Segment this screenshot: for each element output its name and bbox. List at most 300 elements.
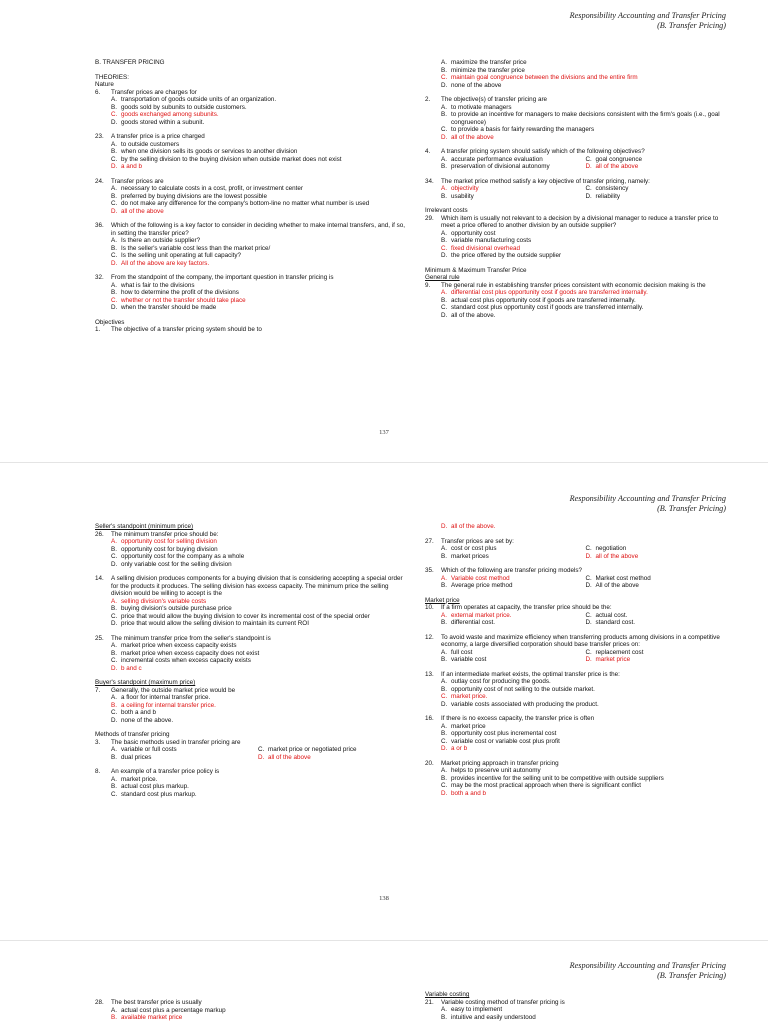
option-text: maintain goal congruence between the divisions and the entire firm xyxy=(451,74,638,81)
answer-option xyxy=(425,237,730,245)
answer-option xyxy=(425,1014,730,1022)
option-letter: C. xyxy=(111,553,118,560)
option-text: market price or negotiated price xyxy=(268,746,357,753)
question-text: Which item is usually not relevant to a decision by a divisional manager to reduce a transfer price to meet a price offered to another division by an outside supplier? xyxy=(441,214,719,229)
question-number: 16. xyxy=(425,715,434,722)
option-row xyxy=(425,156,730,164)
option-letter: A. xyxy=(441,229,447,237)
answer-option xyxy=(586,156,731,164)
question-stem xyxy=(425,178,730,186)
option-text: reliability xyxy=(595,192,620,200)
question xyxy=(95,687,405,725)
option-letter: D. xyxy=(111,560,118,568)
option-text: market price xyxy=(451,722,486,730)
answer-option xyxy=(586,619,731,627)
answer-option xyxy=(95,237,405,245)
option-text: standard cost plus opportunity cost if goods are transferred internally. xyxy=(451,304,644,311)
answer-option xyxy=(95,717,405,725)
answer-option xyxy=(425,312,730,320)
option-letter: D. xyxy=(111,620,118,627)
option-letter: D. xyxy=(111,304,118,311)
option-text: actual cost. xyxy=(595,611,628,619)
option-letter: A. xyxy=(111,642,117,649)
answer-option xyxy=(425,738,730,746)
answer-option xyxy=(586,545,731,553)
section-heading: Market price xyxy=(425,596,460,604)
question-stem xyxy=(95,89,405,97)
answer-option xyxy=(111,754,258,762)
page-137 xyxy=(0,0,768,462)
option-letter: C. xyxy=(111,790,118,798)
answer-option xyxy=(95,185,405,193)
answer-option xyxy=(95,605,405,613)
question xyxy=(95,739,405,762)
answer-option-correct xyxy=(425,245,730,253)
question-text: To avoid waste and maximize efficiency when transferring products among divisions in a competitive economy, a large diversified corporation should base transfer prices on: xyxy=(441,633,720,648)
question xyxy=(425,715,730,753)
answer-option xyxy=(586,193,731,201)
option-letter: A. xyxy=(441,574,447,582)
answer-option-correct xyxy=(586,163,731,171)
answer-option xyxy=(95,1007,405,1015)
header-subtitle: (B. Transfer Pricing) xyxy=(657,971,726,980)
question-stem xyxy=(95,687,405,695)
answer-option xyxy=(111,746,258,754)
answer-option xyxy=(441,193,586,201)
option-letter: B. xyxy=(111,545,117,553)
answer-option xyxy=(95,96,405,104)
option-text: actual cost plus a percentage markup xyxy=(121,1006,226,1014)
option-letter: D. xyxy=(441,745,448,752)
answer-option xyxy=(95,156,405,164)
option-text: preservation of divisional autonomy xyxy=(451,163,550,170)
option-letter: B. xyxy=(111,192,117,200)
option-row xyxy=(425,649,730,657)
option-letter: B. xyxy=(441,774,447,782)
answer-option-correct xyxy=(425,790,730,798)
answer-option-correct xyxy=(95,260,405,268)
answer-option-correct xyxy=(425,134,730,142)
option-text: to provide an incentive for managers to make decisions consistent with the firm's goals (i.e., goal congruence) xyxy=(451,111,720,126)
answer-option xyxy=(425,82,730,90)
question-number: 9. xyxy=(425,281,431,289)
option-letter: C. xyxy=(111,200,118,207)
option-text: buying division's outside purchase price xyxy=(121,605,232,612)
option-text: Is there an outside supplier? xyxy=(121,237,201,244)
question-stem xyxy=(425,671,730,679)
option-text: market price xyxy=(595,656,631,663)
option-letter: A. xyxy=(111,185,117,192)
answer-option-correct xyxy=(441,575,586,583)
answer-option-correct xyxy=(425,74,730,82)
option-letter: A. xyxy=(111,281,117,289)
option-letter: A. xyxy=(441,722,447,730)
option-row xyxy=(95,746,405,754)
option-letter: B. xyxy=(441,582,447,589)
question-stem xyxy=(95,999,405,1007)
option-letter: A. xyxy=(441,1006,447,1013)
option-text: necessary to calculate costs in a cost, profit, or investment center xyxy=(121,185,303,192)
option-letter: D. xyxy=(111,163,118,170)
answer-option xyxy=(425,67,730,75)
question-stem xyxy=(425,148,730,156)
page-139 xyxy=(0,940,768,1024)
option-row xyxy=(425,545,730,553)
question xyxy=(425,671,730,709)
question-text: Market pricing approach in transfer pricing xyxy=(441,759,559,767)
option-letter: A. xyxy=(441,155,447,163)
question-stem xyxy=(425,538,730,546)
answer-option xyxy=(95,304,405,312)
answer-option xyxy=(425,723,730,731)
question xyxy=(425,282,730,320)
option-row xyxy=(425,582,730,590)
question xyxy=(425,215,730,260)
option-text: both a and b xyxy=(451,789,487,797)
running-header xyxy=(570,961,726,981)
answer-option xyxy=(441,582,586,590)
answer-option xyxy=(95,141,405,149)
answer-option-correct xyxy=(425,693,730,701)
option-text: accurate performance evaluation xyxy=(451,155,543,163)
option-text: actual cost plus markup. xyxy=(121,783,189,790)
option-letter: B. xyxy=(111,783,117,790)
answer-option xyxy=(95,694,405,702)
option-text: All of the above xyxy=(595,582,639,589)
running-header xyxy=(570,494,726,514)
answer-option-correct xyxy=(425,289,730,297)
question-number: 24. xyxy=(95,177,104,185)
left-column xyxy=(95,59,405,341)
question-number: 25. xyxy=(95,634,104,642)
option-text: goods exchanged among subunits. xyxy=(121,111,219,118)
section-heading: Buyer's standpoint (maximum price) xyxy=(95,679,196,686)
option-letter: C. xyxy=(585,648,592,656)
answer-option-correct xyxy=(258,754,405,762)
option-letter: B. xyxy=(441,237,447,244)
question xyxy=(425,604,730,627)
answer-option xyxy=(95,620,405,628)
question-text: Which of the following are transfer pricing models? xyxy=(441,567,583,574)
option-letter: D. xyxy=(441,81,448,89)
option-text: variable costs associated with producing the product. xyxy=(451,700,599,708)
option-text: differential cost. xyxy=(451,619,495,626)
question-stem xyxy=(425,567,730,575)
option-letter: D. xyxy=(111,664,118,672)
option-letter: D. xyxy=(585,582,592,589)
section-heading: Objectives xyxy=(95,318,125,326)
option-letter: C. xyxy=(111,296,118,304)
answer-option xyxy=(441,553,586,561)
option-letter: C. xyxy=(111,252,118,259)
answer-option xyxy=(95,245,405,253)
question-number: 3. xyxy=(95,738,101,746)
option-text: external market price. xyxy=(451,611,512,619)
option-row xyxy=(425,163,730,171)
option-letter: C. xyxy=(441,304,448,311)
question xyxy=(95,999,405,1022)
answer-option xyxy=(95,546,405,554)
option-text: may be the most practical approach when there is significant conflict xyxy=(451,782,642,789)
option-text: maximize the transfer price xyxy=(451,59,527,66)
option-letter: A. xyxy=(441,648,447,656)
section-heading: THEORIES: xyxy=(95,73,129,81)
option-letter: B. xyxy=(441,730,447,737)
option-row xyxy=(425,575,730,583)
option-text: fixed divisional overhead xyxy=(451,244,520,252)
option-text: usability xyxy=(451,192,474,200)
option-text: by the selling division to the buying division when outside market does not exist xyxy=(121,155,342,163)
header-subtitle: (B. Transfer Pricing) xyxy=(657,21,726,30)
answer-option xyxy=(425,701,730,709)
option-text: consistency xyxy=(595,185,629,192)
option-text: preferred by buying divisions are the lowest possible xyxy=(121,192,267,200)
question-text: The objective(s) of transfer pricing are xyxy=(441,96,548,103)
section-heading: Minimum & Maximum Transfer Price xyxy=(425,266,527,274)
option-letter: B. xyxy=(111,701,117,709)
option-text: when one division sells its goods or services to another division xyxy=(121,148,298,155)
answer-option-correct xyxy=(586,656,731,664)
option-text: both a and b xyxy=(121,709,157,716)
option-text: price that would allow the selling division to maintain its current ROI xyxy=(121,620,309,627)
answer-option-correct xyxy=(425,745,730,753)
question-stem xyxy=(95,531,405,539)
section-heading: Nature xyxy=(95,81,114,88)
answer-option xyxy=(95,553,405,561)
question-text: Transfer prices are set by: xyxy=(441,537,514,545)
right-column xyxy=(425,523,730,804)
question-number: 13. xyxy=(425,670,434,678)
option-row xyxy=(425,185,730,193)
question-text: The minimum transfer price from the seller's standpoint is xyxy=(111,634,271,642)
option-text: a and b xyxy=(121,163,143,170)
option-letter: D. xyxy=(111,118,118,126)
question-stem xyxy=(425,634,730,649)
option-text: minimize the transfer price xyxy=(451,66,525,74)
option-letter: D. xyxy=(111,716,118,724)
answer-option xyxy=(95,650,405,658)
question-text: If an intermediate market exists, the optimal transfer price is the: xyxy=(441,670,620,678)
question-text: Which of the following is a key factor to consider in deciding whether to make internal transfers, and, if so, in setting the transfer price? xyxy=(111,222,406,237)
option-text: opportunity cost for the company as a whole xyxy=(121,553,245,560)
question-text: The general rule in establishing transfer prices consistent with economic decision making is the xyxy=(441,281,706,289)
option-letter: D. xyxy=(441,252,448,259)
answer-option-correct xyxy=(95,111,405,119)
question-stem xyxy=(425,604,730,612)
option-text: a or b xyxy=(451,745,468,752)
option-letter: D. xyxy=(111,259,118,267)
option-text: to outside customers xyxy=(121,140,180,148)
option-letter: B. xyxy=(441,1013,447,1021)
option-letter: D. xyxy=(585,192,592,200)
option-text: price that would allow the buying division to cover its incremental cost of the special order xyxy=(121,612,370,620)
answer-option xyxy=(95,709,405,717)
answer-option xyxy=(95,148,405,156)
question-text: From the standpoint of the company, the important question in transfer pricing is xyxy=(111,274,334,281)
header-title: Responsibility Accounting and Transfer Pricing xyxy=(569,11,726,20)
option-letter: A. xyxy=(441,289,447,296)
answer-option xyxy=(95,193,405,201)
header-title: Responsibility Accounting and Transfer Pricing xyxy=(569,961,726,970)
answer-option xyxy=(441,649,586,657)
answer-option xyxy=(425,678,730,686)
question xyxy=(95,531,405,569)
answer-option-correct xyxy=(95,598,405,606)
option-text: outlay cost for producing the goods. xyxy=(451,678,551,685)
option-text: replacement cost xyxy=(595,648,644,656)
page-number: 137 xyxy=(379,429,389,436)
left-column xyxy=(95,523,405,805)
answer-options xyxy=(425,523,730,531)
answer-option xyxy=(425,730,730,738)
question-stem xyxy=(425,999,730,1007)
question-text: The objective of a transfer pricing system should be to xyxy=(111,326,262,333)
question-number: 26. xyxy=(95,530,104,538)
option-text: market price when excess capacity does not exist xyxy=(121,649,260,657)
answer-option xyxy=(95,613,405,621)
question xyxy=(425,634,730,664)
option-letter: C. xyxy=(441,126,448,133)
answer-option xyxy=(425,782,730,790)
answer-option xyxy=(425,252,730,260)
option-text: the price offered by the outside supplier xyxy=(451,252,562,259)
option-letter: D. xyxy=(585,163,592,170)
option-text: all of the above xyxy=(121,207,164,215)
option-text: market price when excess capacity exists xyxy=(121,642,237,649)
question-number: 12. xyxy=(425,633,434,641)
option-letter: C. xyxy=(441,74,448,81)
option-letter: A. xyxy=(111,96,117,103)
question-stem xyxy=(425,282,730,290)
option-text: market price. xyxy=(451,693,488,700)
option-text: variable manufacturing costs xyxy=(451,237,532,244)
option-letter: D. xyxy=(585,552,592,560)
answer-option xyxy=(95,104,405,112)
option-letter: C. xyxy=(585,185,592,192)
option-text: helps to preserve unit autonomy xyxy=(451,767,541,774)
question xyxy=(95,89,405,127)
option-text: all of the above xyxy=(268,753,311,761)
question-number: 36. xyxy=(95,222,104,229)
question-text: The basic methods used in transfer pricing are xyxy=(111,738,241,746)
option-text: a ceiling for internal transfer price. xyxy=(121,701,216,709)
answer-option xyxy=(95,642,405,650)
question-number: 6. xyxy=(95,88,101,96)
answer-option xyxy=(425,1006,730,1014)
question-text: Generally, the outside market price would be xyxy=(111,686,236,694)
option-letter: B. xyxy=(441,552,447,560)
option-letter: B. xyxy=(441,296,447,304)
question-text: A selling division produces components for a buying division that is considering accepting a special order for the products it produces. The selling division has excess capacity. The minimum price the selling division would be willing to accept is the xyxy=(111,575,403,597)
option-text: standard cost plus markup. xyxy=(121,790,197,798)
section-heading: B. TRANSFER PRICING xyxy=(95,59,165,66)
option-letter: C. xyxy=(585,574,592,582)
option-letter: B. xyxy=(111,605,117,612)
option-letter: B. xyxy=(111,289,117,296)
answer-option xyxy=(95,282,405,290)
option-letter: B. xyxy=(111,148,117,155)
option-letter: B. xyxy=(441,163,447,170)
spacer xyxy=(95,67,405,74)
answer-option-correct xyxy=(441,612,586,620)
option-letter: B. xyxy=(441,192,447,200)
option-text: provides incentive for the selling unit to be competitive with outside suppliers xyxy=(451,774,664,782)
question-text: An example of a transfer price policy is xyxy=(111,768,220,775)
left-column xyxy=(95,999,405,1024)
option-text: All of the above are key factors. xyxy=(121,259,210,267)
answer-option xyxy=(425,304,730,312)
option-letter: D. xyxy=(258,753,265,761)
option-letter: D. xyxy=(441,789,448,797)
option-letter: D. xyxy=(585,656,592,663)
right-column xyxy=(425,991,730,1024)
section-heading: General rule xyxy=(425,274,460,281)
answer-option-correct xyxy=(95,163,405,171)
option-text: opportunity cost plus incremental cost xyxy=(451,730,557,737)
option-text: variable cost xyxy=(451,656,487,663)
option-text: cost or cost plus xyxy=(451,545,497,552)
question-number: 34. xyxy=(425,177,434,185)
answer-option xyxy=(441,619,586,627)
option-text: Is the selling unit operating at full capacity? xyxy=(121,252,242,259)
option-letter: C. xyxy=(111,709,118,716)
section-heading: Irrelevant costs xyxy=(425,207,468,214)
section-heading: Seller's standpoint (minimum price) xyxy=(95,523,194,530)
question-stem xyxy=(95,326,405,334)
option-letter: C. xyxy=(585,545,592,552)
option-text: transportation of goods outside units of an organization. xyxy=(121,96,277,103)
page-number: 138 xyxy=(379,895,389,902)
option-text: opportunity cost for selling division xyxy=(121,538,217,545)
running-header xyxy=(570,11,726,31)
option-text: goods stored within a subunit. xyxy=(121,118,205,126)
question-stem xyxy=(95,178,405,186)
option-text: objectivity xyxy=(451,185,479,192)
question-text: A transfer pricing system should satisfy which of the following objectives? xyxy=(441,148,645,155)
answer-option xyxy=(95,252,405,260)
option-letter: A. xyxy=(111,694,117,701)
option-letter: A. xyxy=(111,775,117,783)
question-text: Variable costing method of transfer pricing is xyxy=(441,998,565,1006)
option-letter: A. xyxy=(441,103,447,111)
question-text: Transfer prices are xyxy=(111,177,164,185)
question-stem xyxy=(95,133,405,141)
option-letter: B. xyxy=(441,656,447,663)
option-text: selling division's variable costs xyxy=(121,597,207,605)
answer-option-correct xyxy=(441,185,586,193)
option-letter: C. xyxy=(111,155,118,163)
option-letter: A. xyxy=(111,140,117,148)
question-stem xyxy=(95,635,405,643)
question-stem xyxy=(95,222,405,237)
option-text: available market price xyxy=(121,1014,183,1021)
question xyxy=(95,768,405,798)
option-letter: C. xyxy=(258,746,265,753)
option-text: a floor for internal transfer price. xyxy=(121,694,211,701)
answer-option xyxy=(95,657,405,665)
answer-option xyxy=(441,656,586,664)
option-row xyxy=(425,612,730,620)
answer-option xyxy=(425,111,730,126)
option-text: goal congruence xyxy=(595,155,643,163)
option-letter: C. xyxy=(585,155,592,163)
option-text: Market cost method xyxy=(595,574,651,582)
option-letter: C. xyxy=(441,737,448,745)
answer-option xyxy=(95,200,405,208)
answer-option xyxy=(95,783,405,791)
option-text: goods sold by subunits to outside customers. xyxy=(121,103,247,111)
question-number: 10. xyxy=(425,604,434,611)
